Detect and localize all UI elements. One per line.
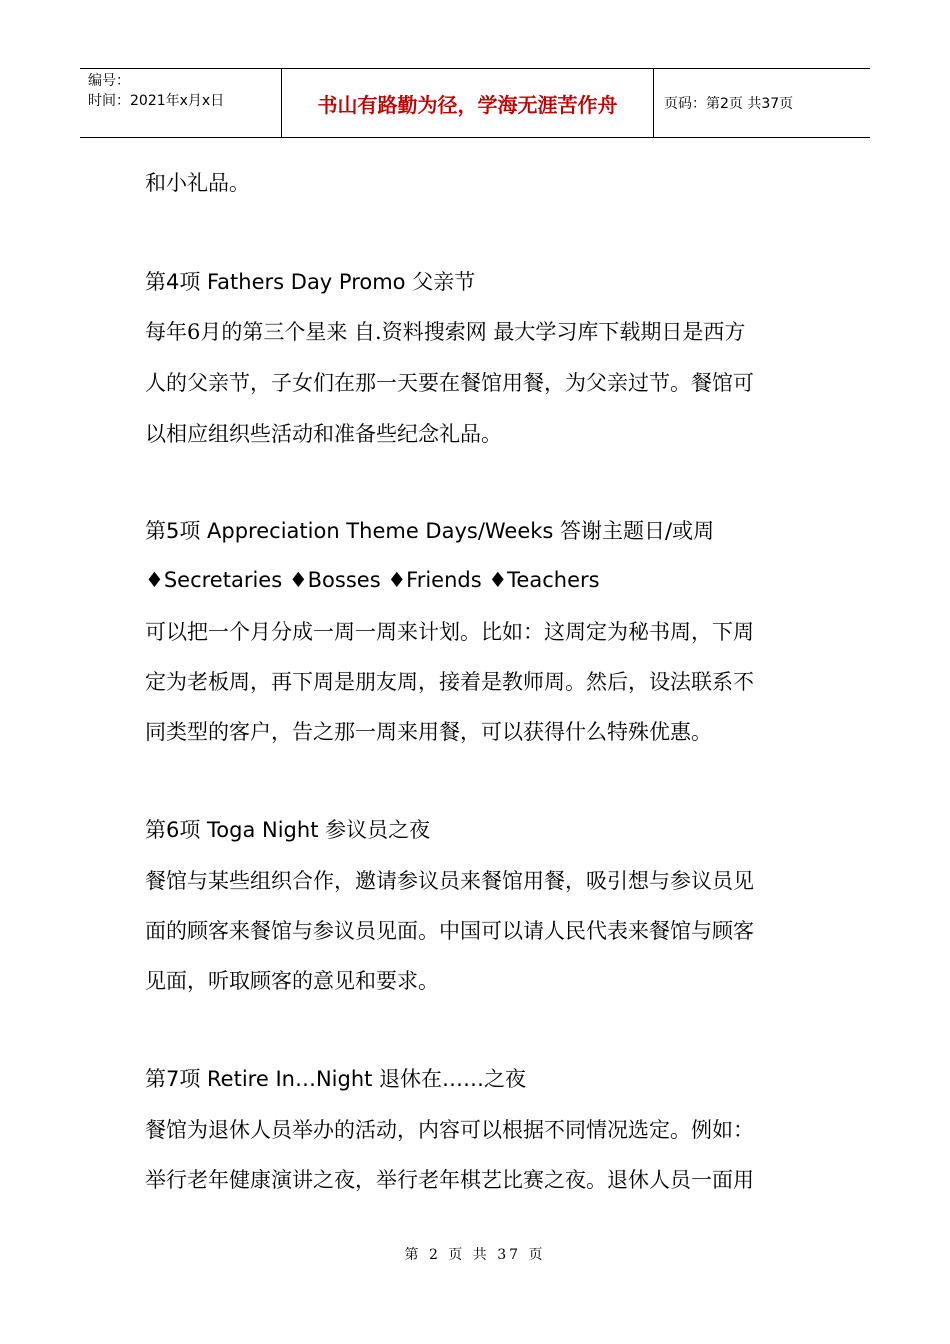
page-header — [80, 68, 870, 138]
header-number-label: 编号： — [88, 73, 130, 89]
body-line: 同类型的客户，告之那一周来用餐，可以获得什么特殊优惠。 — [145, 720, 712, 744]
body-line: 面的顾客来餐馆与参议员见面。中国可以请人民代表来餐馆与顾客 — [145, 919, 754, 943]
section-heading: 第5项 Appreciation Theme Days/Weeks 答谢主题日/或周 — [145, 519, 715, 543]
page-footer: 第 2 页 共 37 页 — [404, 1247, 546, 1263]
body-line: 人的父亲节，子女们在那一天要在餐馆用餐，为父亲过节。餐馆可 — [145, 371, 754, 395]
body-line: 和小礼品。 — [145, 171, 250, 195]
body-line: 举行老年健康演讲之夜，举行老年棋艺比赛之夜。退休人员一面用 — [145, 1168, 754, 1192]
body-line: 每年6月的第三个星来 自.资料搜索网 最大学习库下载期日是西方 — [145, 320, 746, 344]
header-date-label: 时间：2021年x月x日 — [88, 93, 225, 109]
body-line: ♦Secretaries ♦Bosses ♦Friends ♦Teachers — [145, 568, 600, 592]
body-line: 餐馆为退休人员举办的活动，内容可以根据不同情况选定。例如： — [145, 1118, 754, 1142]
section-heading: 第7项 Retire In…Night 退休在……之夜 — [145, 1067, 527, 1091]
header-meta-cell — [80, 69, 282, 137]
section-heading: 第6项 Toga Night 参议员之夜 — [145, 818, 431, 842]
body-line: 定为老板周，再下周是朋友周，接着是教师周。然后，设法联系不 — [145, 670, 754, 694]
body-line: 以相应组织些活动和准备些纪念礼品。 — [145, 422, 502, 446]
section-heading: 第4项 Fathers Day Promo 父亲节 — [145, 270, 476, 294]
body-line: 可以把一个月分成一周一周来计划。比如：这周定为秘书周，下周 — [145, 620, 754, 644]
header-page-info: 页码：第2页 共37页 — [664, 96, 794, 112]
header-motto: 书山有路勤为径，学海无涯苦作舟 — [282, 69, 654, 137]
body-line: 餐馆与某些组织合作，邀请参议员来餐馆用餐，吸引想与参议员见 — [145, 869, 754, 893]
body-line: 见面，听取顾客的意见和要求。 — [145, 969, 439, 993]
